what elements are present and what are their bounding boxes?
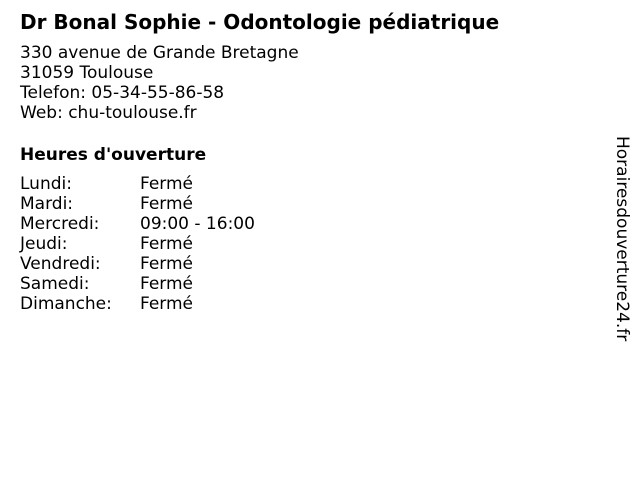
day-label: Lundi: — [20, 174, 72, 194]
hours-value: 09:00 - 16:00 — [140, 214, 255, 234]
site-watermark: Horairesdouverture24.fr — [612, 136, 632, 342]
day-label: Samedi: — [20, 274, 90, 294]
hours-row-saturday — [20, 274, 255, 294]
hours-row-monday — [20, 174, 255, 194]
day-label: Mercredi: — [20, 214, 100, 234]
hours-row-sunday — [20, 294, 255, 314]
day-label: Dimanche: — [20, 294, 112, 314]
page-title: Dr Bonal Sophie - Odontologie pédiatrique — [20, 10, 500, 34]
contact-block — [20, 43, 299, 123]
hours-row-tuesday — [20, 194, 255, 214]
opening-hours-heading: Heures d'ouverture — [20, 145, 207, 165]
hours-value: Fermé — [140, 174, 194, 194]
day-label: Jeudi: — [20, 234, 68, 254]
address-line-2: 31059 Toulouse — [20, 63, 154, 83]
hours-value: Fermé — [140, 274, 194, 294]
day-label: Vendredi: — [20, 254, 101, 274]
day-label: Mardi: — [20, 194, 74, 214]
phone-number: Telefon: 05-34-55-86-58 — [20, 83, 225, 103]
hours-row-wednesday — [20, 214, 255, 234]
hours-value: Fermé — [140, 254, 194, 274]
website-link: Web: chu-toulouse.fr — [20, 103, 197, 123]
opening-hours-list — [20, 174, 255, 314]
hours-row-friday — [20, 254, 255, 274]
hours-value: Fermé — [140, 194, 194, 214]
hours-row-thursday — [20, 234, 255, 254]
hours-value: Fermé — [140, 294, 194, 314]
address-line-1: 330 avenue de Grande Bretagne — [20, 43, 299, 63]
hours-value: Fermé — [140, 234, 194, 254]
